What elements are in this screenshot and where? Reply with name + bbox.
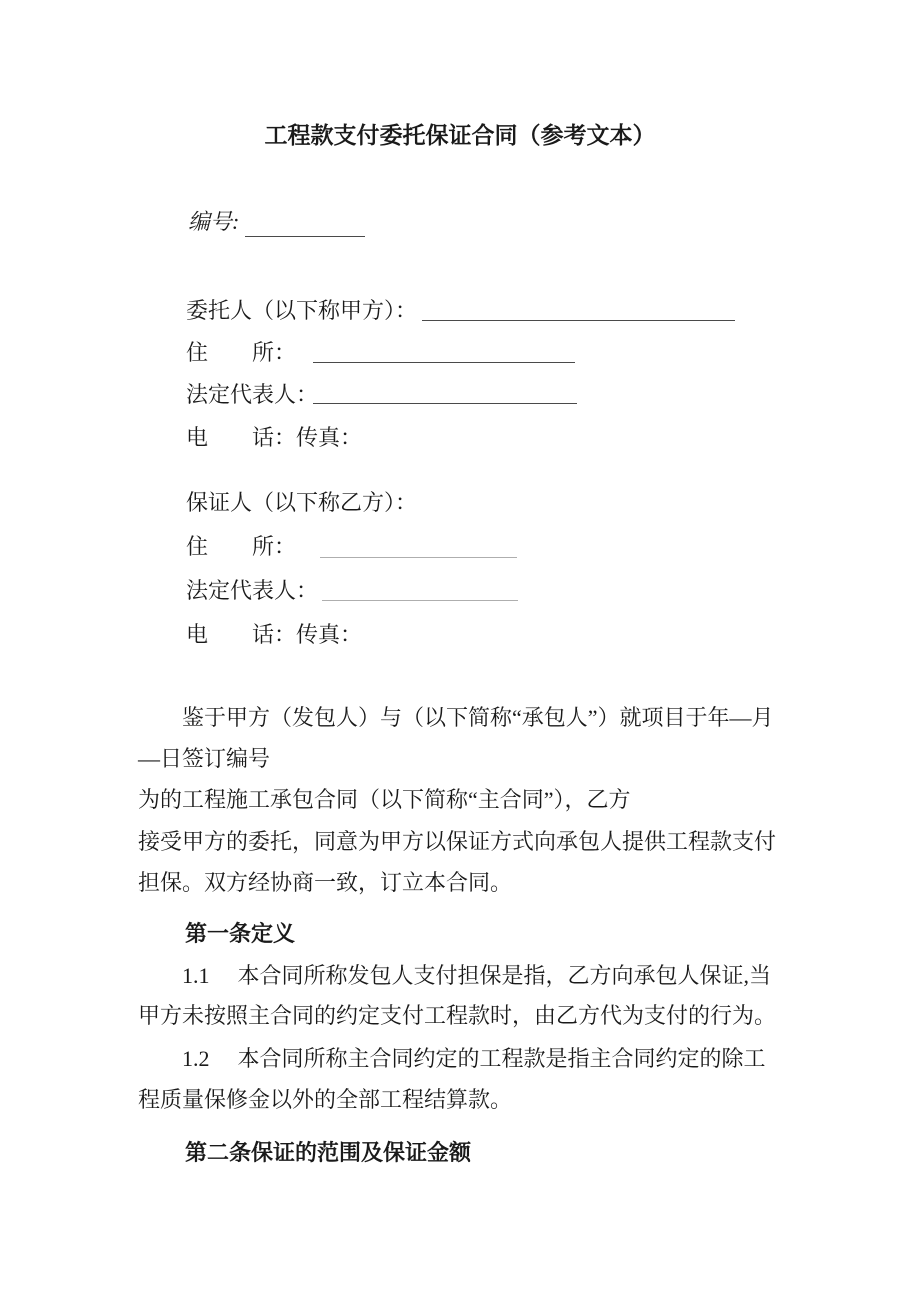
clause-1-2-line-1 [182,1046,766,1072]
preamble-line-5: 担保。双方经协商一致，订立本合同。 [138,870,513,895]
party-b-legal-rep-label: 法定代表人： [186,578,319,603]
party-b-phone-fax-label: 电 话：传真： [186,622,363,647]
serial-number-label: 编号: [188,209,240,234]
serial-number-blank-line [245,236,365,237]
clause-1-2-line-2: 程质量保修金以外的全部工程结算款。 [138,1087,513,1112]
party-b-legal-rep-blank-line [322,600,518,601]
clause-1-1-number: 1.1 [182,963,210,988]
preamble-line-4: 接受甲方的委托，同意为甲方以保证方式向承包人提供工程款支付 [138,829,777,854]
party-a-legal-rep-label: 法定代表人： [186,382,319,407]
party-a-address-blank-line [313,362,575,363]
party-a-address-label: 住 所： [186,340,297,365]
clause-1-1-line-2: 甲方未按照主合同的约定支付工程款时，由乙方代为支付的行为。 [138,1003,777,1028]
preamble-line-3: 为的工程施工承包合同（以下简称“主合同”），乙方 [138,787,631,812]
clause-1-2-text-start: 本合同所称主合同约定的工程款是指主合同约定的除工 [237,1046,766,1071]
party-b-address-label: 住 所： [186,534,297,559]
clause-1-2-number: 1.2 [182,1046,210,1071]
party-a-legal-rep-blank-line [313,403,577,404]
preamble-line-1: 鉴于甲方（发包人）与（以下简称“承包人”）就项目于年—月 [182,705,774,730]
article-1-heading: 第一条定义 [185,921,296,946]
document-title: 工程款支付委托保证合同（参考文本） [264,123,656,148]
preamble-line-2: —日签订编号 [138,746,271,771]
article-2-heading: 第二条保证的范围及保证金额 [185,1140,472,1165]
party-a-name-blank-line [422,320,735,321]
clause-1-1-text-start: 本合同所称发包人支付担保是指，乙方向承包人保证,当 [237,963,772,988]
party-b-address-blank-line [320,557,517,558]
party-b-name-label: 保证人（以下称乙方）： [186,490,418,515]
party-a-phone-fax-label: 电 话：传真： [186,425,363,450]
clause-1-1-line-1 [182,963,771,989]
party-a-name-label: 委托人（以下称甲方）： [186,298,418,323]
